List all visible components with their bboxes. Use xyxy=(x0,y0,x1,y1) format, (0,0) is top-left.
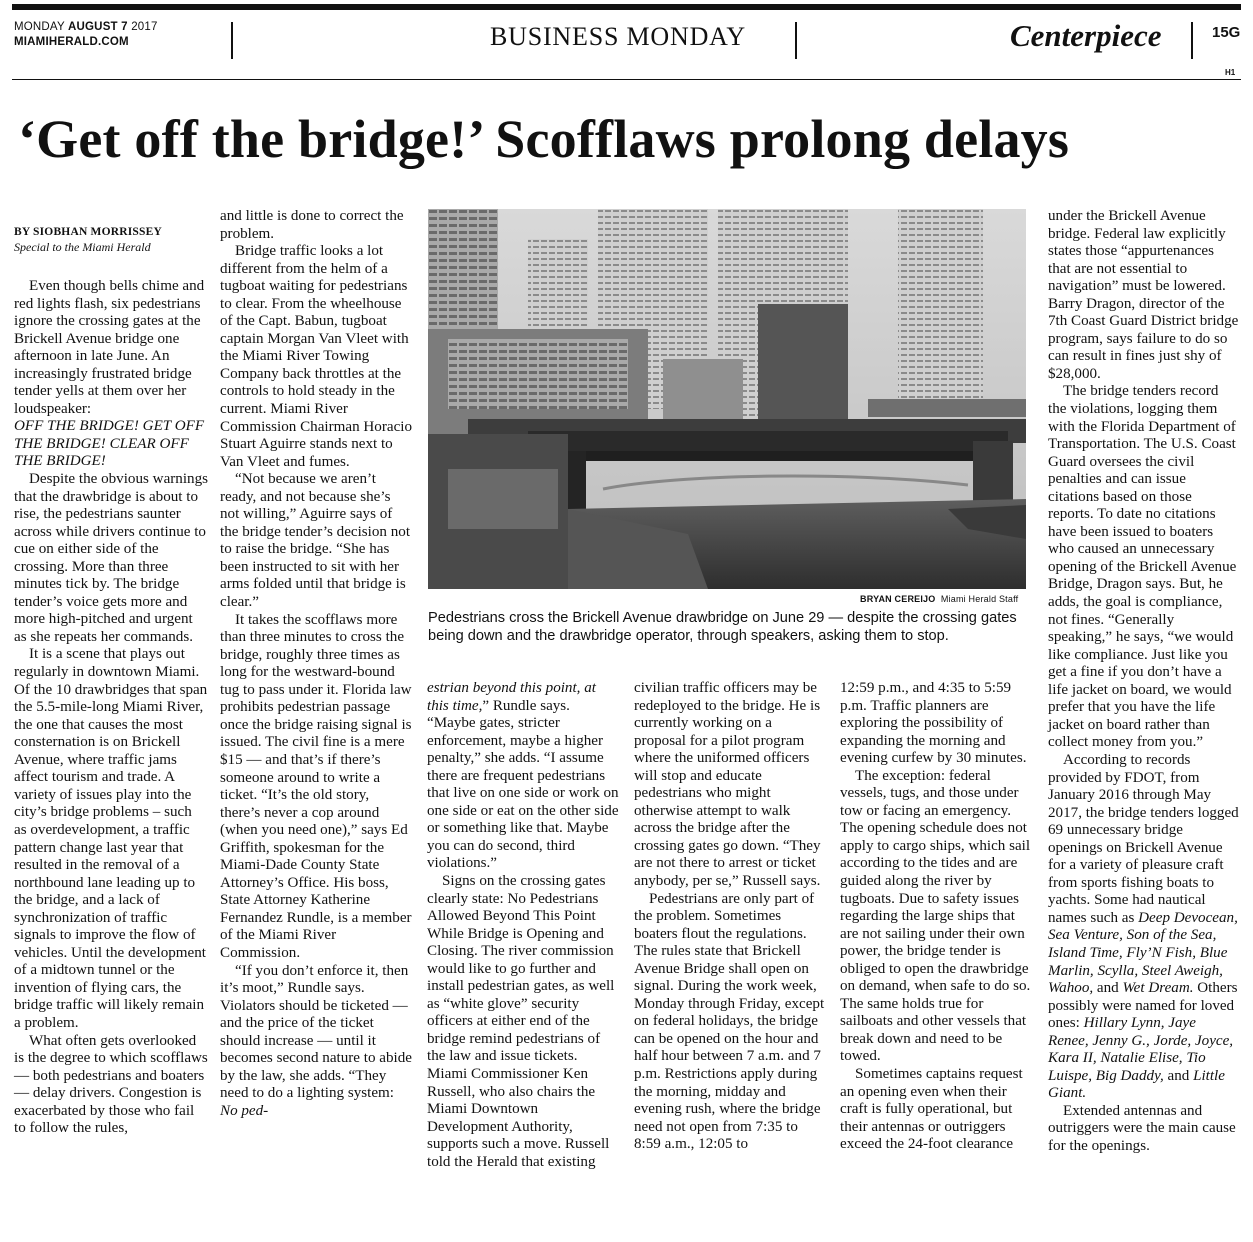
dateline xyxy=(14,20,158,50)
paragraph xyxy=(427,680,619,873)
photo-credit-org: Miami Herald Staff xyxy=(940,594,1019,604)
masthead-rule xyxy=(12,79,1241,80)
article-column-2 xyxy=(220,208,412,1120)
paragraph: Bridge traffic looks a lot different from the helm of a tugboat waiting for pedestrians to clear. From the wheelhouse of the Capt. Babun, tugboat captain Morgan Van Vleet with the Miami River Towing Company back throttles at the controls to hold steady in the current. Miami River Commission Chairman Horacio Stuart Aguirre stands next to Van Vleet and fumes. xyxy=(220,243,413,470)
paragraph: Extended antennas and outriggers were the main cause for the openings. xyxy=(1048,1102,1236,1154)
boat-names: Hillary Lynn, Jaye Renee, Jenny G., Jorde, Joyce, Kara II, Natalie Elise, Tio Luispe, Big Daddy, xyxy=(1048,1015,1234,1084)
paragraph: The bridge tenders record the violations, logging them with the Florida Department of Transportation. The U.S. Coast Guard oversees the civil penalties and can issue citations based on those reports. To date no citations have been issued to boaters who caused an unnecessary opening of the Brickell Avenue Bridge, Dragon says. But, he adds, the goal is compliance, not fines. “Generally speaking,” he says, “we would like compliance. Just like you get a fine if you don’t have a life jacket on board, we would prefer that you have the life jacket on board rather than collect money from you.” xyxy=(1048,383,1237,751)
paragraph: The exception: federal vessels, tugs, and those under tow or facing an emergency. The opening schedule does not apply to cargo ships, which sail according to the tides and are guided along the river by tugboats. Due to safety issues regarding the large ships that are not sailing under their own power, the bridge tender is obliged to open the drawbridge on demand, when safe to do so. The same holds true for sailboats and other vessels that break down and need to be towed. xyxy=(840,767,1031,1065)
byline: BY SIOBHAN MORRISSEY xyxy=(14,226,162,238)
paragraph: Sometimes captains request an opening even when their craft is fully operational, but their antennas or outriggers exceed the 24-foot clearance xyxy=(840,1066,1023,1153)
article-column-1 xyxy=(14,278,208,1138)
headline: ‘Get off the bridge!’ Scofflaws prolong delays xyxy=(18,109,1070,169)
paragraph xyxy=(1048,752,1240,1103)
article-column-3 xyxy=(427,680,619,1171)
section-name: BUSINESS MONDAY xyxy=(490,22,746,51)
dateline-date: AUGUST 7 xyxy=(68,21,128,33)
article-column-6 xyxy=(1048,208,1240,1156)
article-column-4 xyxy=(634,680,826,1154)
byline-credit: Special to the Miami Herald xyxy=(14,240,151,254)
bridge-photo xyxy=(428,209,1026,589)
paragraph: What often gets overlooked is the degree to which scofflaws — both pedestrians and boaters — delay drivers. Congestion is exacerbated by those who fail to follow the rules, xyxy=(14,1032,208,1137)
paragraph: Signs on the crossing gates clearly state: No Pedestrians Allowed Beyond This Point While Bridge is Opening and Closing. The river commission would like to go further and install pedestrian gates, as well as “white glove” security officers at either end of the bridge remind pedestrians of the law and issue tickets. Miami Commissioner Ken Russell, who also chairs the Miami Downtown Development Authority, supports such a move. Russell told the Herald that existing xyxy=(427,873,615,1170)
paragraph-text: ” Rundle says. “Maybe gates, stricter enforcement, maybe a higher penalty,” she adds. “I assume there are frequent pedestrians that live on one side or work on one side or eat on the other side or something like that. Maybe you can do second, third violations.” xyxy=(427,697,619,872)
paragraph: It is a scene that plays out regularly in downtown Miami. Of the 10 drawbridges that span the 5.5-mile-long Miami River, the one that causes the most consternation is on Brickell Avenue, where traffic jams affect tourism and trade. A variety of issues play into the city’s bridge problems – such as overdevelopment, a traffic pattern change last year that resulted in the removal of a northbound lane leading up to the bridge, and a lack of synchronization of traffic signals to improve the flow of vehicles. Until the development of a midtown tunnel or the invention of flying cars, the bridge traffic will likely remain a problem. xyxy=(14,646,208,1031)
section-label: Centerpiece xyxy=(1010,18,1162,53)
photo-credit xyxy=(860,594,1018,604)
photo-caption: Pedestrians cross the Brickell Avenue drawbridge on June 29 — despite the crossing gates being down and the drawbridge operator, through speakers, asking them to stop. xyxy=(428,610,1017,644)
paragraph: Even though bells chime and red lights flash, six pedestrians ignore the crossing gates at the Brickell Avenue bridge one afternoon in late June. An increasingly frustrated bridge tender yells at them over her loudspeaker: xyxy=(14,278,205,417)
paragraph-text: and xyxy=(1163,1067,1194,1084)
paragraph-loudspeaker: OFF THE BRIDGE! GET OFF THE BRIDGE! CLEAR OFF THE BRIDGE! xyxy=(14,418,205,470)
dateline-day: MONDAY xyxy=(14,21,65,33)
site-url: MIAMIHERALD.COM xyxy=(14,36,129,48)
paragraph-text: “If you don’t enforce it, then it’s moot,” Rundle says. Violators should be ticketed — and the price of the ticket should increase — until it becomes second nature to abide by the law, she adds. “They need to do a lighting system: xyxy=(220,962,412,1102)
boat-names: Wet Dream. xyxy=(1122,980,1194,997)
edition-code: H1 xyxy=(1225,68,1236,77)
paragraph: under the Brickell Avenue bridge. Federal law explicitly states those “appurtenances that are not essential to navigation” must be lowered. Barry Dragon, director of the 7th Coast Guard District bridge program, says failure to do so can result in fines just shy of $28,000. xyxy=(1048,208,1239,382)
article-column-5 xyxy=(840,680,1034,1154)
photo-credit-name: BRYAN CEREIJO xyxy=(860,594,936,604)
masthead-divider xyxy=(795,22,797,59)
italic-quote: estrian beyond this point, at this time, xyxy=(427,680,596,714)
paragraph-text: Others possibly were named for loved ones: xyxy=(1048,980,1238,1032)
italic-quote: No ped- xyxy=(220,1102,269,1119)
masthead-divider xyxy=(231,22,233,59)
masthead-divider xyxy=(1191,22,1193,59)
boat-names: Deep Devocean, Sea Venture, Son of the Sea, Island Time, Fly’N Fish, Blue Marlin, Scylla, Steel Aweigh, Wahoo, xyxy=(1048,909,1238,997)
paragraph-text: According to records provided by FDOT, from January 2016 through May 2017, the bridge tenders logged 69 unnecessary bridge openings on Brickell Avenue for a variety of pleasure craft from sports fishing boats to yachts. Some had nautical names such as xyxy=(1048,751,1239,926)
paragraph: “Not because we aren’t ready, and not because she’s not willing,” Aguirre says of the bridge tender’s decision not to raise the bridge. “She has been instructed to sit with her arms folded until that bridge is clear.” xyxy=(220,471,411,611)
paragraph: Despite the obvious warnings that the drawbridge is about to rise, the pedestrians saunter across while drivers continue to cue on either side of the crossing. More than three minutes tick by. The bridge tender’s voice gets more and more high-pitched and urgent as she repeats her commands. xyxy=(14,471,209,645)
paragraph: It takes the scofflaws more than three minutes to cross the bridge, roughly three times as long for the westward-bound tug to pass under it. Florida law prohibits pedestrian passage once the bridge raising signal is issued. The civil fine is a mere $15 — and that’s if there’s someone around to write a ticket. “It’s the old story, there’s never a cop around (when you need one),” says Ed Griffith, spokesman for the Miami-Dade County State Attorney’s Office. His boss, State Attorney Katherine Fernandez Rundle, is a member of the Miami River Commission. xyxy=(220,611,412,961)
paragraph xyxy=(220,963,412,1121)
boat-names: Little Giant. xyxy=(1048,1067,1225,1102)
paragraph: and little is done to correct the problem. xyxy=(220,208,404,242)
page-number: 15G xyxy=(1212,24,1241,41)
top-rule xyxy=(12,4,1241,10)
paragraph: 12:59 p.m., and 4:35 to 5:59 p.m. Traffic planners are exploring the possibility of expanding the morning and evening curfew by 30 minutes. xyxy=(840,680,1027,767)
paragraph: Pedestrians are only part of the problem. Sometimes boaters flout the regulations. The rules state that Brickell Avenue Bridge shall open on signal. During the work week, Monday through Friday, except on federal holidays, the bridge can be opened on the hour and half hour between 7 a.m. and 7 p.m. Restrictions apply during the morning, midday and evening rush, where the bridge need not open from 7:35 to 8:59 a.m., 12:05 to xyxy=(634,890,825,1153)
dateline-year: 2017 xyxy=(131,21,158,33)
paragraph-text: and xyxy=(1093,980,1123,997)
paragraph: civilian traffic officers may be redeployed to the bridge. He is currently working on a proposal for a pilot program where the uniformed officers will stop and educate pedestrians who might otherwise attempt to walk across the bridge after the crossing gates go down. “They are not there to arrest or ticket anybody, per se,” Russell says. xyxy=(634,680,821,890)
